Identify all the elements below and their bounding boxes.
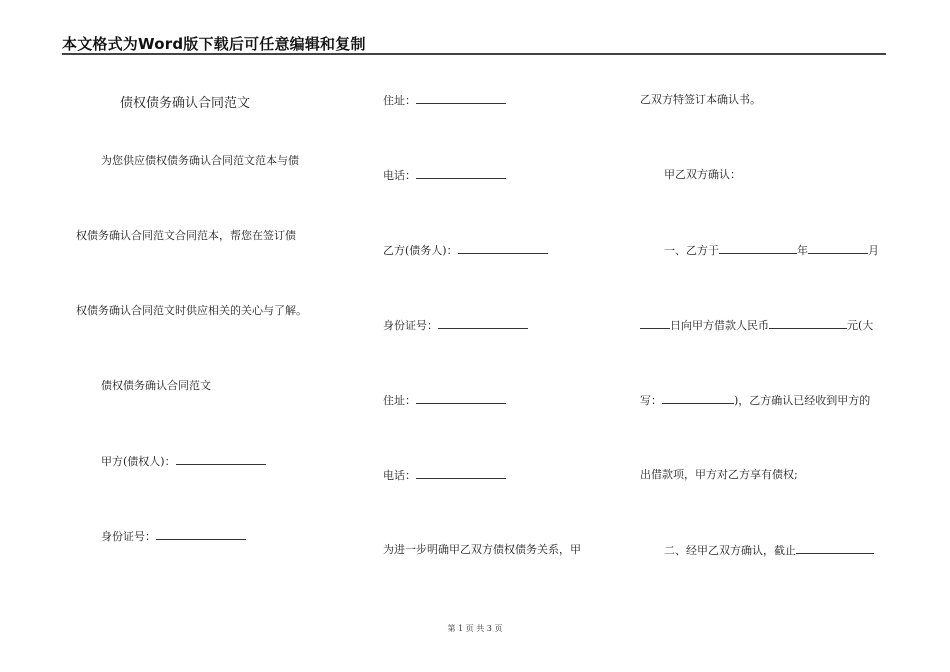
clause-1-line-1 xyxy=(664,243,879,258)
amount-unit: 元(大 xyxy=(847,319,874,332)
clause-2-text: 二、经甲乙双方确认，截止 xyxy=(664,544,796,557)
contract-subtitle: 债权债务确认合同范文 xyxy=(101,379,211,392)
party-a-phone-blank xyxy=(416,168,506,179)
document-title: 债权债务确认合同范文 xyxy=(120,96,251,111)
party-a-id-line xyxy=(101,529,246,544)
party-a-blank xyxy=(176,454,266,465)
page-footer: 第 1 页 共 3 页 xyxy=(447,624,503,633)
intro-line-3: 权债务确认合同范文时供应相关的关心与了解。 xyxy=(76,304,307,317)
party-a-phone-line xyxy=(383,168,506,183)
party-b-phone-line xyxy=(383,468,506,483)
party-b-address-blank xyxy=(416,393,506,404)
loan-text: 日向甲方借款人民币 xyxy=(670,319,769,332)
party-a-line xyxy=(101,454,266,469)
clarify-line: 为进一步明确甲乙双方债权债务关系，甲 xyxy=(383,543,581,556)
party-b-phone-blank xyxy=(416,468,506,479)
intro-line-2: 权债务确认合同范文合同范本，帮您在签订债 xyxy=(76,229,296,242)
day-blank xyxy=(640,318,670,329)
header-divider xyxy=(62,53,886,55)
deadline-blank xyxy=(796,543,874,554)
party-a-phone-label: 电话： xyxy=(383,169,416,182)
confirm-heading: 甲乙双方确认： xyxy=(664,168,741,181)
party-b-label: 乙方(债务人)： xyxy=(383,244,458,257)
amount-blank xyxy=(769,318,847,329)
party-b-phone-label: 电话： xyxy=(383,469,416,482)
party-b-id-blank xyxy=(438,318,528,329)
party-a-address-label: 住址： xyxy=(383,94,416,107)
document-header: 本文格式为Word版下载后可任意编辑和复制 xyxy=(62,35,366,53)
year-label: 年 xyxy=(797,244,808,257)
party-a-label: 甲方(债权人)： xyxy=(101,455,176,468)
party-b-address-label: 住址： xyxy=(383,394,416,407)
clause-1-line-2 xyxy=(640,318,873,333)
party-b-line xyxy=(383,243,548,258)
uppercase-amount-blank xyxy=(662,393,734,404)
party-b-id-label: 身份证号： xyxy=(383,319,438,332)
clause-1-line-3 xyxy=(640,393,870,408)
party-b-blank xyxy=(458,243,548,254)
clause-2-line-1 xyxy=(664,543,874,558)
intro-line-1: 为您供应债权债务确认合同范文范本与债 xyxy=(101,154,299,167)
sign-line: 乙双方特签订本确认书。 xyxy=(640,93,761,106)
party-a-id-label: 身份证号： xyxy=(101,530,156,543)
party-b-id-line xyxy=(383,318,528,333)
year-blank xyxy=(719,243,797,254)
party-b-address-line xyxy=(383,393,506,408)
clause-1-line-4: 出借款项，甲方对乙方享有债权; xyxy=(640,468,798,481)
party-a-address-line xyxy=(383,93,506,108)
uppercase-label: 写： xyxy=(640,394,662,407)
received-text: )，乙方确认已经收到甲方的 xyxy=(734,394,871,407)
month-blank xyxy=(808,243,868,254)
month-label: 月 xyxy=(868,244,879,257)
party-a-id-blank xyxy=(156,529,246,540)
clause-1-prefix: 一、乙方于 xyxy=(664,244,719,257)
party-a-address-blank xyxy=(416,93,506,104)
